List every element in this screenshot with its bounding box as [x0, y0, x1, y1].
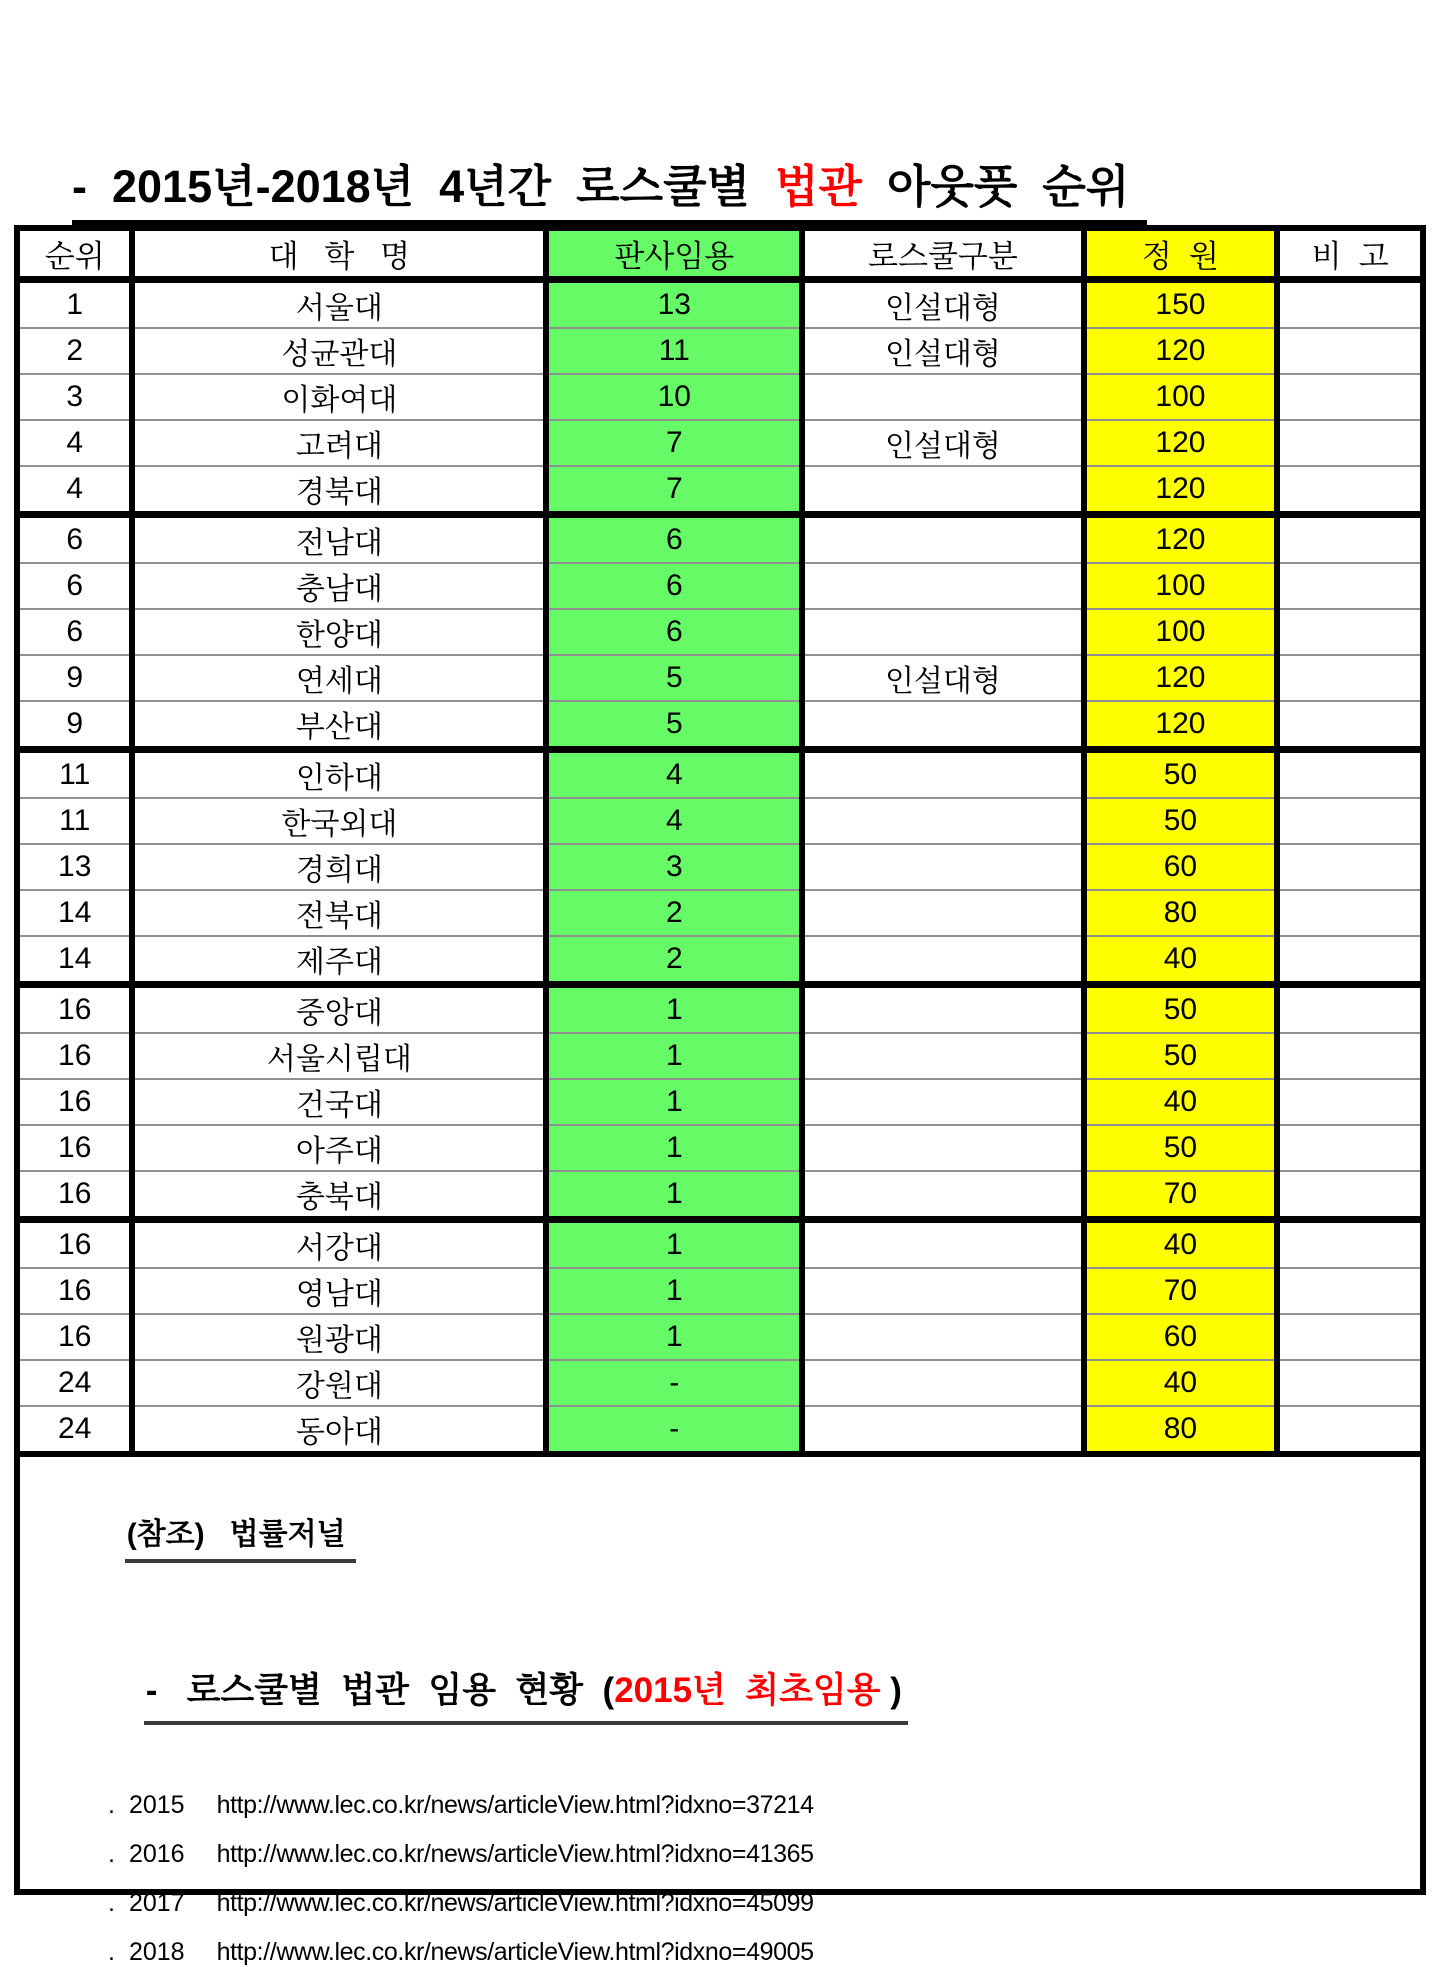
cell-lawschool-category	[802, 1033, 1083, 1079]
cell-university: 경북대	[132, 466, 546, 515]
table-row	[17, 890, 1423, 936]
table-row	[17, 563, 1423, 609]
link-url: http://www.lec.co.kr/news/articleView.html?idxno=49005	[216, 1938, 814, 1966]
cell-rank: 2	[17, 328, 132, 374]
table-row	[17, 515, 1423, 564]
cell-rank: 13	[17, 844, 132, 890]
cell-quota: 100	[1084, 563, 1278, 609]
reference-links	[20, 1791, 1420, 1967]
table-row	[17, 985, 1423, 1034]
cell-rank: 16	[17, 1079, 132, 1125]
header-quota: 정 원	[1084, 228, 1278, 280]
cell-quota: 80	[1084, 890, 1278, 936]
cell-university: 중앙대	[132, 985, 546, 1034]
cell-lawschool-category: 인설대형	[802, 655, 1083, 701]
cell-university: 전북대	[132, 890, 546, 936]
cell-rank: 16	[17, 1125, 132, 1171]
table-row	[17, 280, 1423, 329]
cell-judge-appointments: 5	[546, 655, 802, 701]
table-row	[17, 750, 1423, 799]
header-lawschool-category: 로스쿨구분	[802, 228, 1083, 280]
cell-quota: 120	[1084, 701, 1278, 750]
cell-judge-appointments: 4	[546, 750, 802, 799]
bullet-dot: .	[108, 1889, 115, 1917]
cell-quota: 40	[1084, 1220, 1278, 1269]
link-url: http://www.lec.co.kr/news/articleView.html?idxno=45099	[216, 1889, 814, 1917]
cell-quota: 40	[1084, 1360, 1278, 1406]
table-row	[17, 328, 1423, 374]
cell-note	[1277, 701, 1423, 750]
cell-lawschool-category	[802, 1406, 1083, 1454]
cell-note	[1277, 750, 1423, 799]
link-year: 2017	[128, 1889, 185, 1917]
cell-rank: 16	[17, 1268, 132, 1314]
cell-lawschool-category	[802, 515, 1083, 564]
cell-rank: 6	[17, 609, 132, 655]
cell-quota: 120	[1084, 466, 1278, 515]
cell-note	[1277, 1220, 1423, 1269]
cell-lawschool-category	[802, 374, 1083, 420]
cell-judge-appointments: 10	[546, 374, 802, 420]
cell-judge-appointments: 7	[546, 420, 802, 466]
cell-university: 강원대	[132, 1360, 546, 1406]
table-row	[17, 655, 1423, 701]
cell-note	[1277, 1171, 1423, 1220]
cell-rank: 14	[17, 890, 132, 936]
table-row	[17, 1079, 1423, 1125]
cell-quota: 50	[1084, 798, 1278, 844]
subtitle-highlight-red: 2015년 최초임용	[614, 1671, 881, 1710]
reference-box	[14, 1457, 1426, 1966]
cell-rank: 4	[17, 420, 132, 466]
reference-subtitle-line	[66, 1623, 1420, 1765]
cell-rank: 9	[17, 655, 132, 701]
link-url: http://www.lec.co.kr/news/articleView.html?idxno=37214	[216, 1791, 814, 1819]
cell-judge-appointments: 1	[546, 1033, 802, 1079]
table-row	[17, 936, 1423, 985]
cell-judge-appointments: 4	[546, 798, 802, 844]
cell-university: 제주대	[132, 936, 546, 985]
table-row	[17, 798, 1423, 844]
table-row	[17, 701, 1423, 750]
cell-university: 원광대	[132, 1314, 546, 1360]
cell-lawschool-category	[802, 609, 1083, 655]
cell-lawschool-category	[802, 890, 1083, 936]
table-row	[17, 1220, 1423, 1269]
cell-quota: 100	[1084, 374, 1278, 420]
cell-note	[1277, 563, 1423, 609]
cell-judge-appointments: 1	[546, 1314, 802, 1360]
cell-quota: 120	[1084, 515, 1278, 564]
cell-judge-appointments: 3	[546, 844, 802, 890]
table-row	[17, 1125, 1423, 1171]
cell-judge-appointments: 1	[546, 1079, 802, 1125]
subtitle-prefix: - 로스쿨별 법관 임용 현황 (	[145, 1671, 615, 1710]
cell-lawschool-category	[802, 844, 1083, 890]
cell-rank: 9	[17, 701, 132, 750]
cell-university: 한양대	[132, 609, 546, 655]
reference-link-line	[108, 1840, 1420, 1869]
cell-university: 건국대	[132, 1079, 546, 1125]
cell-university: 충북대	[132, 1171, 546, 1220]
sheet-content	[14, 225, 1426, 1966]
cell-rank: 24	[17, 1406, 132, 1454]
bullet-dot: .	[108, 1840, 115, 1868]
link-year: 2015	[128, 1791, 185, 1819]
cell-lawschool-category	[802, 1268, 1083, 1314]
cell-university: 동아대	[132, 1406, 546, 1454]
cell-lawschool-category	[802, 936, 1083, 985]
reference-source-line	[58, 1475, 1420, 1597]
table-row	[17, 1314, 1423, 1360]
cell-university: 서강대	[132, 1220, 546, 1269]
link-url: http://www.lec.co.kr/news/articleView.html?idxno=41365	[216, 1840, 814, 1868]
link-year: 2018	[128, 1938, 185, 1966]
cell-lawschool-category	[802, 701, 1083, 750]
table-row	[17, 374, 1423, 420]
table-row	[17, 466, 1423, 515]
cell-lawschool-category	[802, 466, 1083, 515]
ranking-table	[14, 225, 1426, 1457]
reference-link-line	[108, 1938, 1420, 1967]
cell-lawschool-category	[802, 798, 1083, 844]
cell-note	[1277, 890, 1423, 936]
header-university: 대 학 명	[132, 228, 546, 280]
cell-judge-appointments: 1	[546, 1220, 802, 1269]
cell-judge-appointments: 5	[546, 701, 802, 750]
cell-note	[1277, 1079, 1423, 1125]
cell-university: 충남대	[132, 563, 546, 609]
cell-lawschool-category	[802, 563, 1083, 609]
cell-university: 서울대	[132, 280, 546, 329]
cell-quota: 50	[1084, 985, 1278, 1034]
table-row	[17, 844, 1423, 890]
cell-quota: 80	[1084, 1406, 1278, 1454]
cell-university: 인하대	[132, 750, 546, 799]
cell-note	[1277, 515, 1423, 564]
cell-note	[1277, 420, 1423, 466]
cell-note	[1277, 1033, 1423, 1079]
cell-quota: 70	[1084, 1171, 1278, 1220]
cell-judge-appointments: 13	[546, 280, 802, 329]
cell-note	[1277, 798, 1423, 844]
bullet-dot: .	[108, 1791, 115, 1819]
cell-note	[1277, 328, 1423, 374]
cell-judge-appointments: 6	[546, 563, 802, 609]
cell-lawschool-category: 인설대형	[802, 280, 1083, 329]
table-header-row	[17, 228, 1423, 280]
cell-judge-appointments: -	[546, 1360, 802, 1406]
cell-lawschool-category	[802, 1079, 1083, 1125]
cell-university: 연세대	[132, 655, 546, 701]
cell-university: 전남대	[132, 515, 546, 564]
cell-note	[1277, 985, 1423, 1034]
cell-quota: 70	[1084, 1268, 1278, 1314]
cell-rank: 3	[17, 374, 132, 420]
cell-quota: 60	[1084, 844, 1278, 890]
cell-judge-appointments: 1	[546, 1268, 802, 1314]
cell-lawschool-category	[802, 1220, 1083, 1269]
cell-university: 영남대	[132, 1268, 546, 1314]
cell-university: 경희대	[132, 844, 546, 890]
reference-link-line	[108, 1791, 1420, 1820]
reference-subtitle-text	[144, 1663, 908, 1725]
cell-note	[1277, 1314, 1423, 1360]
link-year: 2016	[128, 1840, 185, 1868]
table-row	[17, 420, 1423, 466]
cell-judge-appointments: 6	[546, 515, 802, 564]
cell-quota: 150	[1084, 280, 1278, 329]
bullet-dot: .	[108, 1938, 115, 1966]
cell-judge-appointments: 1	[546, 985, 802, 1034]
cell-lawschool-category: 인설대형	[802, 420, 1083, 466]
header-note: 비 고	[1277, 228, 1423, 280]
cell-note	[1277, 844, 1423, 890]
cell-lawschool-category	[802, 750, 1083, 799]
cell-note	[1277, 374, 1423, 420]
cell-note	[1277, 1406, 1423, 1454]
table-row	[17, 1268, 1423, 1314]
cell-quota: 50	[1084, 1125, 1278, 1171]
cell-judge-appointments: 2	[546, 890, 802, 936]
cell-quota: 50	[1084, 750, 1278, 799]
cell-judge-appointments: 2	[546, 936, 802, 985]
cell-quota: 60	[1084, 1314, 1278, 1360]
reference-source-text: (참조) 법률저널	[125, 1509, 356, 1563]
cell-note	[1277, 1268, 1423, 1314]
cell-judge-appointments: 1	[546, 1171, 802, 1220]
cell-university: 이화여대	[132, 374, 546, 420]
ranking-table-body	[17, 280, 1423, 1455]
cell-rank: 24	[17, 1360, 132, 1406]
cell-university: 성균관대	[132, 328, 546, 374]
cell-rank: 4	[17, 466, 132, 515]
cell-lawschool-category	[802, 1360, 1083, 1406]
header-judge-appointments: 판사임용	[546, 228, 802, 280]
cell-quota: 40	[1084, 1079, 1278, 1125]
cell-lawschool-category	[802, 1125, 1083, 1171]
header-rank: 순위	[17, 228, 132, 280]
cell-lawschool-category	[802, 985, 1083, 1034]
reference-link-line	[108, 1889, 1420, 1918]
cell-rank: 6	[17, 515, 132, 564]
cell-lawschool-category: 인설대형	[802, 328, 1083, 374]
cell-note	[1277, 936, 1423, 985]
cell-rank: 16	[17, 985, 132, 1034]
cell-judge-appointments: -	[546, 1406, 802, 1454]
cell-judge-appointments: 1	[546, 1125, 802, 1171]
cell-university: 한국외대	[132, 798, 546, 844]
cell-lawschool-category	[802, 1314, 1083, 1360]
cell-judge-appointments: 11	[546, 328, 802, 374]
cell-judge-appointments: 7	[546, 466, 802, 515]
cell-note	[1277, 655, 1423, 701]
cell-quota: 50	[1084, 1033, 1278, 1079]
cell-rank: 11	[17, 798, 132, 844]
table-row	[17, 1033, 1423, 1079]
cell-quota: 120	[1084, 328, 1278, 374]
cell-quota: 120	[1084, 420, 1278, 466]
cell-university: 부산대	[132, 701, 546, 750]
cell-quota: 120	[1084, 655, 1278, 701]
cell-note	[1277, 609, 1423, 655]
cell-note	[1277, 1125, 1423, 1171]
table-row	[17, 1406, 1423, 1454]
cell-rank: 16	[17, 1220, 132, 1269]
cell-note	[1277, 466, 1423, 515]
cell-rank: 1	[17, 280, 132, 329]
table-row	[17, 609, 1423, 655]
cell-university: 아주대	[132, 1125, 546, 1171]
cell-rank: 11	[17, 750, 132, 799]
cell-university: 서울시립대	[132, 1033, 546, 1079]
table-row	[17, 1171, 1423, 1220]
title-highlight-red: 법관	[775, 161, 862, 212]
cell-lawschool-category	[802, 1171, 1083, 1220]
table-row	[17, 1360, 1423, 1406]
page-title-text	[72, 150, 1147, 225]
cell-rank: 16	[17, 1033, 132, 1079]
cell-rank: 16	[17, 1314, 132, 1360]
cell-note	[1277, 280, 1423, 329]
cell-quota: 40	[1084, 936, 1278, 985]
cell-rank: 6	[17, 563, 132, 609]
cell-quota: 100	[1084, 609, 1278, 655]
title-prefix: - 2015년-2018년 4년간 로스쿨별	[72, 161, 776, 212]
cell-judge-appointments: 6	[546, 609, 802, 655]
title-suffix: 아웃풋 순위	[861, 161, 1130, 212]
cell-rank: 16	[17, 1171, 132, 1220]
cell-note	[1277, 1360, 1423, 1406]
cell-university: 고려대	[132, 420, 546, 466]
cell-rank: 14	[17, 936, 132, 985]
subtitle-suffix: )	[880, 1671, 902, 1710]
